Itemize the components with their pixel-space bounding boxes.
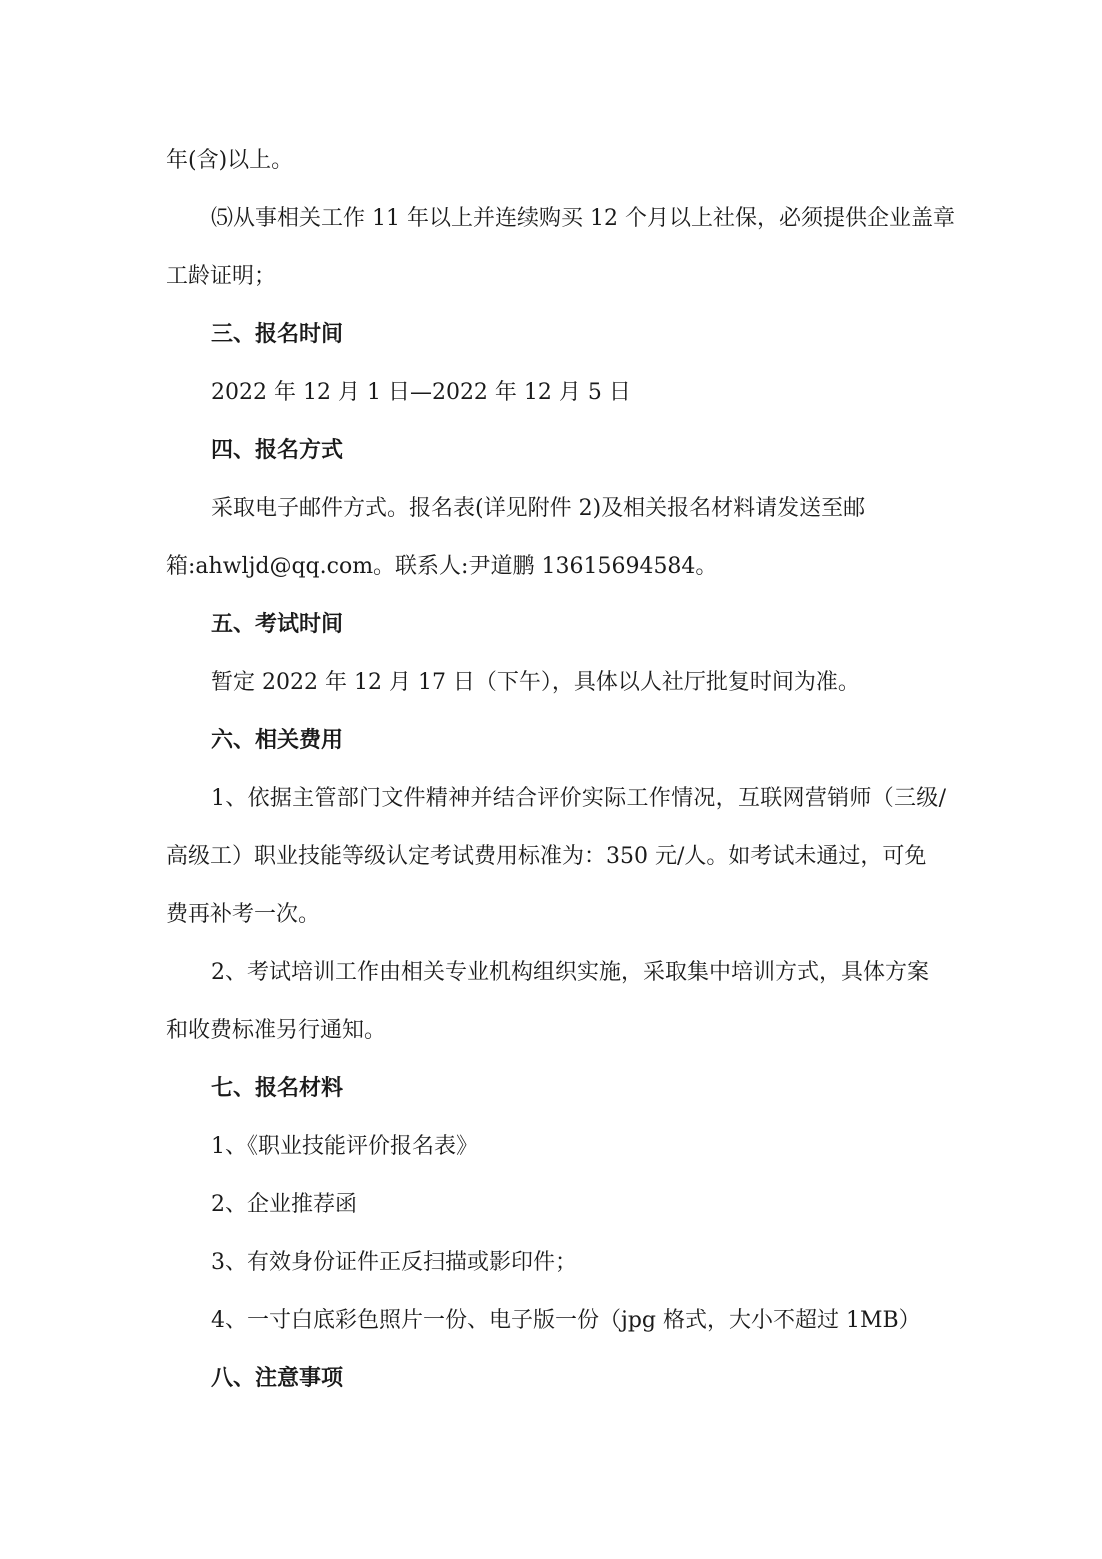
paragraph-text: 工龄证明； (166, 264, 277, 289)
list-item: 2、企业推荐函 (211, 1192, 357, 1217)
list-item: 4、一寸白底彩色照片一份、电子版一份（jpg 格式，大小不超过 1MB） (211, 1308, 921, 1333)
paragraph-text: 费再补考一次。 (166, 902, 321, 927)
paragraph-text: 暂定 2022 年 12 月 17 日（下午），具体以人社厅批复时间为准。 (211, 670, 860, 695)
paragraph-text: ⑸从事相关工作 11 年以上并连续购买 12 个月以上社保，必须提供企业盖章 (211, 206, 955, 231)
paragraph-text: 2、考试培训工作由相关专业机构组织实施，采取集中培训方式，具体方案 (211, 960, 929, 985)
section-heading-registration-time: 三、报名时间 (211, 322, 344, 347)
paragraph-text: 高级工）职业技能等级认定考试费用标准为：350 元/人。如考试未通过，可免 (166, 844, 927, 869)
paragraph-text: 和收费标准另行通知。 (166, 1018, 387, 1043)
paragraph-text: 2022 年 12 月 1 日—2022 年 12 月 5 日 (211, 380, 631, 405)
paragraph-text: 年(含)以上。 (166, 148, 294, 173)
section-heading-registration-method: 四、报名方式 (211, 438, 344, 463)
section-heading-materials: 七、报名材料 (211, 1076, 344, 1101)
list-item: 3、有效身份证件正反扫描或影印件； (211, 1250, 577, 1275)
paragraph-text: 1、依据主管部门文件精神并结合评价实际工作情况，互联网营销师（三级/ (211, 786, 946, 811)
list-item: 1、《职业技能评价报名表》 (211, 1134, 478, 1159)
paragraph-text: 采取电子邮件方式。报名表(详见附件 2)及相关报名材料请发送至邮 (211, 496, 866, 521)
section-heading-notes: 八、注意事项 (211, 1366, 344, 1391)
paragraph-text: 箱:ahwljd@qq.com。联系人:尹道鹏 13615694584。 (166, 554, 718, 579)
section-heading-exam-time: 五、考试时间 (211, 612, 344, 637)
section-heading-fees: 六、相关费用 (211, 728, 344, 753)
